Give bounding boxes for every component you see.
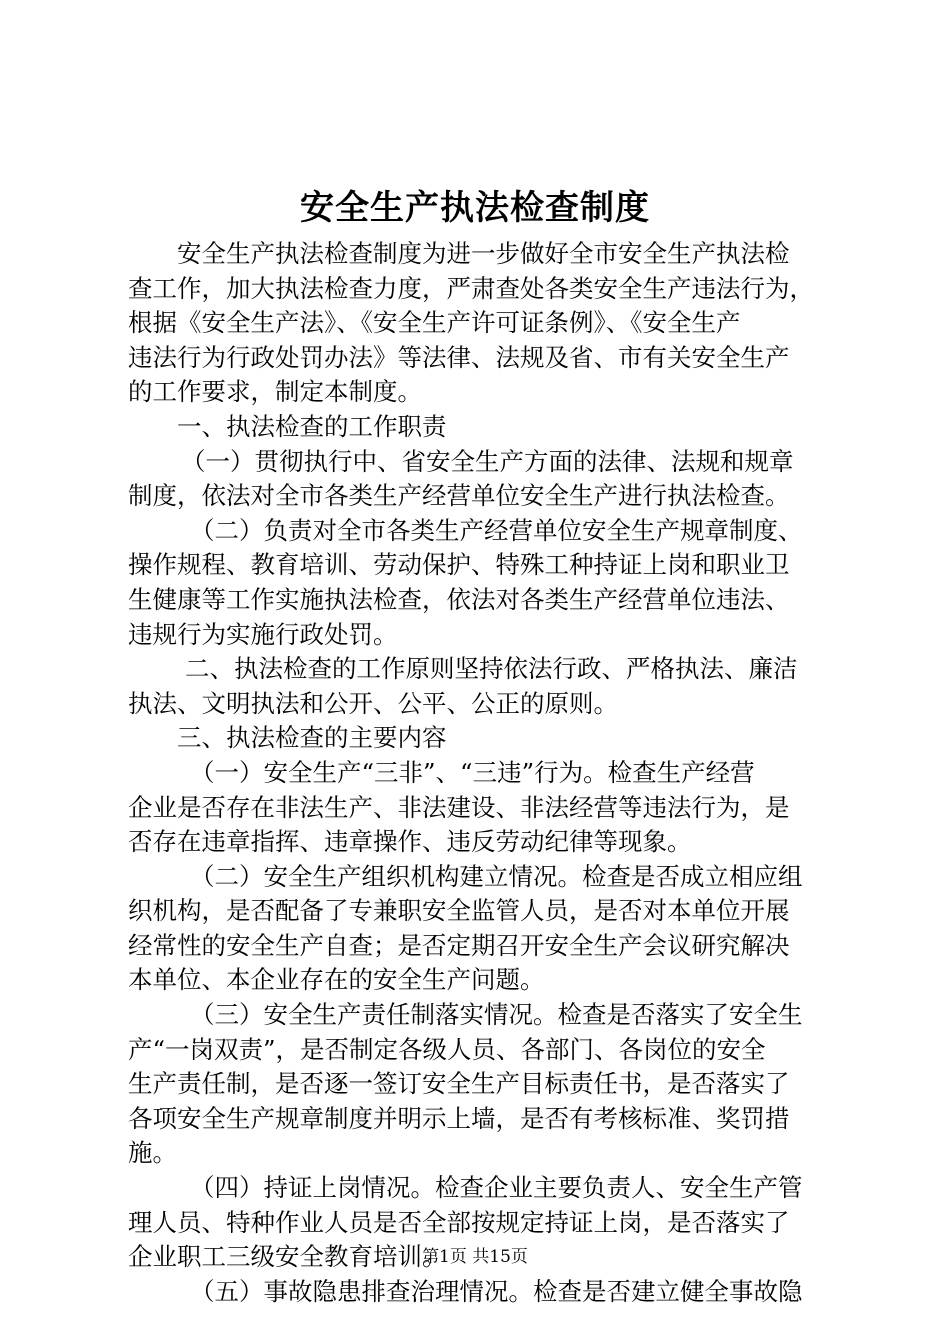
body-line: 否存在违章指挥、违章操作、违反劳动纪律等现象。 xyxy=(128,827,692,857)
body-line: （二）安全生产组织机构建立情况。检查是否成立相应组 xyxy=(190,861,803,891)
body-line: （三）安全生产责任制落实情况。检查是否落实了安全生 xyxy=(190,1000,803,1030)
body-line: （二）负责对全市各类生产经营单位安全生产规章制度、 xyxy=(190,515,803,545)
body-line: 生产责任制，是否逐一签订安全生产目标责任书，是否落实了 xyxy=(128,1069,790,1099)
body-line: 的工作要求，制定本制度。 xyxy=(128,377,422,407)
body-line: 企业是否存在非法生产、非法建设、非法经营等违法行为，是 xyxy=(128,792,790,822)
body-line: 理人员、特种作业人员是否全部按规定持证上岗，是否落实了 xyxy=(128,1207,790,1237)
section-heading: 二、执法检查的工作原则坚持依法行政、严格执法、廉洁 xyxy=(185,654,798,684)
body-line: 本单位、本企业存在的安全生产问题。 xyxy=(128,965,545,995)
body-line: （四）持证上岗情况。检查企业主要负责人、安全生产管 xyxy=(190,1173,803,1203)
document-title: 安全生产执法检查制度 xyxy=(300,188,650,228)
body-line: 施。 xyxy=(128,1138,177,1168)
body-line: 违规行为实施行政处罚。 xyxy=(128,619,398,649)
body-line: 各项安全生产规章制度并明示上墙，是否有考核标准、奖罚措 xyxy=(128,1103,790,1133)
body-line: 企业职工三级安全教育培训。 xyxy=(128,1242,447,1272)
body-line: 查工作，加大执法检查力度，严肃查处各类安全生产违法行为， xyxy=(128,273,814,303)
body-line: 安全生产执法检查制度为进一步做好全市安全生产执法检 xyxy=(177,239,790,268)
body-line: 操作规程、教育培训、劳动保护、特殊工种持证上岗和职业卫 xyxy=(128,550,790,580)
body-line: 生健康等工作实施执法检查，依法对各类生产经营单位违法、 xyxy=(128,584,790,614)
body-line: （五）事故隐患排查治理情况。检查是否建立健全事故隐 xyxy=(190,1276,803,1306)
body-line: 制度，依法对全市各类生产经营单位安全生产进行执法检查。 xyxy=(128,481,790,511)
body-line: 经常性的安全生产自查；是否定期召开安全生产会议研究解决 xyxy=(128,930,790,960)
body-line: 根据《安全生产法》、《安全生产许可证条例》、《安全生产 xyxy=(128,308,741,338)
section-heading: 三、执法检查的主要内容 xyxy=(177,723,447,753)
page-footer: 第1页 共15页 xyxy=(422,1247,528,1267)
body-line: 产“一岗双责”，是否制定各级人员、各部门、各岗位的安全 xyxy=(128,1034,766,1064)
document-body xyxy=(128,237,844,1309)
body-line: （一）贯彻执行中、省安全生产方面的法律、法规和规章 xyxy=(181,446,794,476)
body-line: 违法行为行政处罚办法》等法律、法规及省、市有关安全生产 xyxy=(128,342,790,372)
section-heading: 一、执法检查的工作职责 xyxy=(177,411,447,441)
body-line: 执法、文明执法和公开、公平、公正的原则。 xyxy=(128,688,618,718)
body-line: 织机构，是否配备了专兼职安全监管人员，是否对本单位开展 xyxy=(128,896,790,926)
body-line: （一）安全生产“三非”、“三违”行为。检查生产经营 xyxy=(190,757,755,787)
